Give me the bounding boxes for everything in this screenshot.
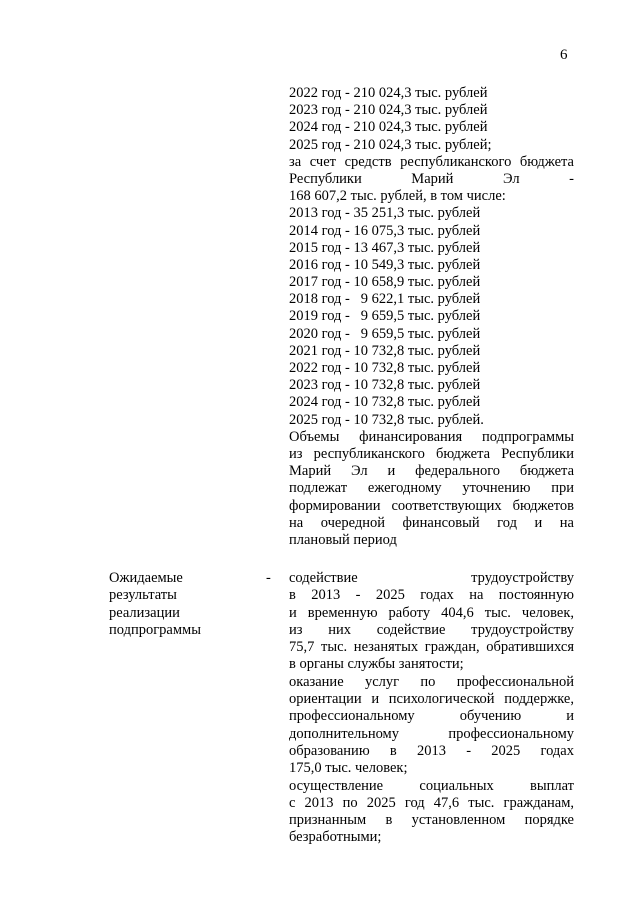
funding-line: 2025 год - 210 024,3 тыс. рублей; [289,136,492,153]
result-line: 75,7 тыс. незанятых граждан, обратившихся [289,639,574,656]
regional-intro-line: за счет средств республиканского бюджета [289,153,574,170]
regional-year-line: 2024 год - 10 732,8 тыс. рублей [289,394,481,411]
note-last-line: плановый период [289,531,397,548]
results-text-block [289,570,574,847]
page-number: 6 [560,47,568,63]
result-line: осуществление социальных выплат [289,777,574,794]
note-line: подлежат ежегодному уточнению при [289,480,574,497]
note-line: формировании соответствующих бюджетов [289,497,574,514]
regional-year-line: 2013 год - 35 251,3 тыс. рублей [289,205,481,222]
result-line: в 2013 - 2025 годах на постоянную [289,587,574,604]
result-line: ориентации и психологической поддержке, [289,691,574,708]
funding-line: 2023 год - 210 024,3 тыс. рублей [289,102,488,119]
result-line: и временную работу 404,6 тыс. человек, [289,604,574,621]
note-line: на очередной финансовый год и на [289,514,574,531]
result-line: в органы службы занятости; [289,656,464,673]
result-line: 175,0 тыс. человек; [289,760,408,777]
label-dash: - [266,570,271,586]
result-line: образованию в 2013 - 2025 годах [289,742,574,759]
note-line: Марий Эл и федерального бюджета [289,463,574,480]
result-line: из них содействие трудоустройству [289,621,574,638]
regional-year-line: 2020 год - 9 659,5 тыс. рублей [289,325,481,342]
regional-year-line: 2014 год - 16 075,3 тыс. рублей [289,222,481,239]
results-label-line: Ожидаемые [109,570,183,586]
funding-line: 2022 год - 210 024,3 тыс. рублей [289,85,488,101]
result-line: признанным в установленном порядке [289,812,574,829]
funding-line: 2024 год - 210 024,3 тыс. рублей [289,119,488,136]
funding-text-block [289,85,574,549]
regional-year-line: 2015 год - 13 467,3 тыс. рублей [289,239,481,256]
results-label-line: подпрограммы [109,622,201,639]
regional-intro-line: Республики Марий Эл - [289,170,574,187]
result-line: с 2013 по 2025 год 47,6 тыс. гражданам, [289,794,574,811]
regional-total: 168 607,2 тыс. рублей, в том числе: [289,188,506,205]
results-label [109,570,277,640]
results-label-line: результаты [109,587,177,604]
regional-year-line: 2021 год - 10 732,8 тыс. рублей [289,342,481,359]
result-line: содействие трудоустройству [289,570,574,586]
note-line: Объемы финансирования подпрограммы [289,428,574,445]
regional-year-line: 2018 год - 9 622,1 тыс. рублей [289,291,481,308]
result-line: оказание услуг по профессиональной [289,673,574,690]
regional-year-line: 2023 год - 10 732,8 тыс. рублей [289,377,481,394]
regional-year-line: 2025 год - 10 732,8 тыс. рублей. [289,411,484,428]
result-line: профессиональному обучению и [289,708,574,725]
note-line: из республиканского бюджета Республики [289,445,574,462]
regional-year-line: 2019 год - 9 659,5 тыс. рублей [289,308,481,325]
regional-year-line: 2022 год - 10 732,8 тыс. рублей [289,360,481,376]
regional-year-line: 2016 год - 10 549,3 тыс. рублей [289,256,481,273]
regional-year-line: 2017 год - 10 658,9 тыс. рублей [289,274,481,291]
result-line: дополнительному профессиональному [289,725,574,742]
result-line: безработными; [289,829,382,846]
results-label-line: реализации [109,604,180,621]
